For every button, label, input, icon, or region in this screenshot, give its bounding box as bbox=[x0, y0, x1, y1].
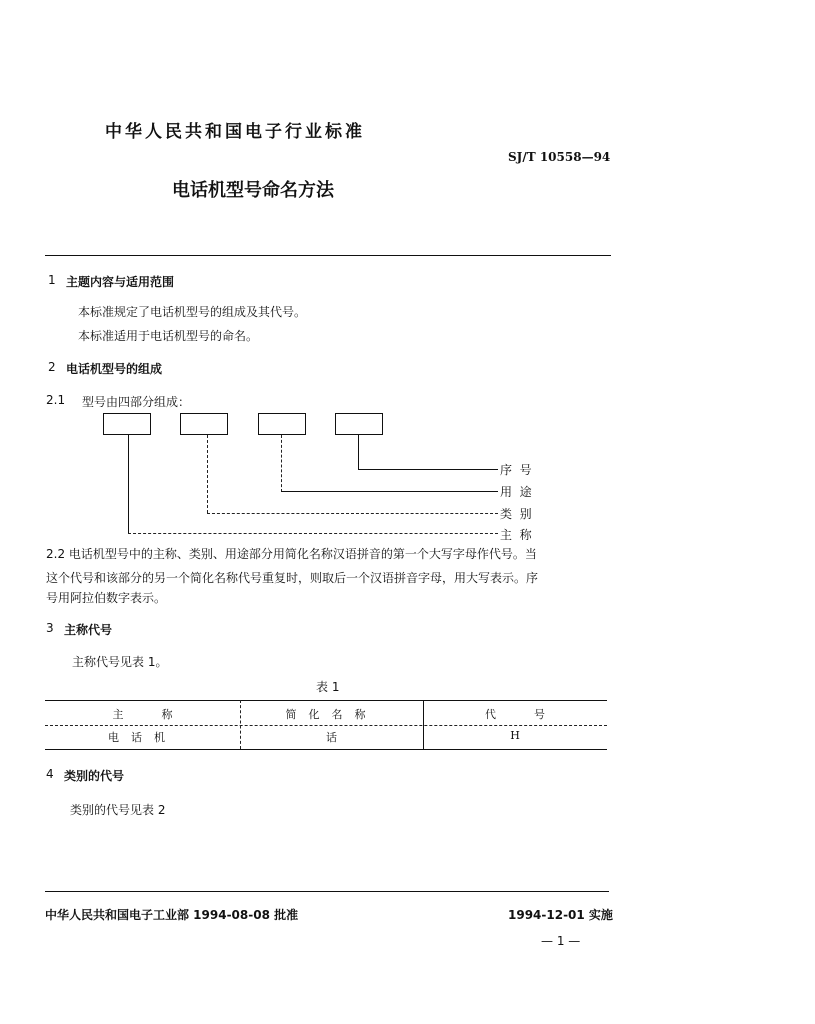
box-serial bbox=[335, 413, 383, 435]
table-row-1-short-name: 话 bbox=[326, 731, 337, 744]
connector-usage-h bbox=[281, 491, 498, 492]
connector-main-h bbox=[128, 533, 498, 534]
section-2-2-line-2: 这个代号和该部分的另一个简化名称代号重复时，则取后一个汉语拼音字母，用大写表示。序 bbox=[46, 571, 539, 585]
box-category bbox=[180, 413, 228, 435]
section-4-number: 4 bbox=[46, 767, 54, 781]
connector-category-h bbox=[207, 513, 498, 514]
section-4-text: 类别的代号见表 2 bbox=[70, 803, 166, 817]
page-number: — 1 — bbox=[541, 934, 581, 948]
table-row-1-main-name: 电话机 bbox=[108, 731, 177, 744]
document-title: 电话机型号命名方法 bbox=[172, 180, 334, 201]
connector-category-v bbox=[207, 435, 208, 513]
box-main-name bbox=[103, 413, 151, 435]
standard-code: SJ/T 10558—94 bbox=[508, 150, 611, 164]
table-1-caption: 表 1 bbox=[316, 680, 340, 694]
footer-divider bbox=[45, 891, 609, 892]
section-4-heading: 类别的代号 bbox=[64, 769, 125, 783]
label-main-name: 主 称 bbox=[500, 528, 532, 542]
header-divider bbox=[45, 255, 611, 256]
section-3-text: 主称代号见表 1。 bbox=[72, 655, 168, 669]
section-3-heading: 主称代号 bbox=[64, 623, 113, 637]
section-1-paragraph-1: 本标准规定了电话机型号的组成及其代号。 bbox=[78, 305, 307, 319]
table-top-rule bbox=[45, 700, 607, 701]
table-bottom-rule bbox=[45, 749, 607, 750]
section-2-number: 2 bbox=[48, 360, 56, 374]
connector-serial-h bbox=[358, 469, 498, 470]
section-2-1-number: 2.1 bbox=[46, 393, 66, 407]
section-3-number: 3 bbox=[46, 621, 54, 635]
section-2-2-line-3: 号用阿拉伯数字表示。 bbox=[46, 591, 167, 605]
table-header-rule bbox=[45, 725, 607, 726]
box-usage bbox=[258, 413, 306, 435]
connector-usage-v bbox=[281, 435, 282, 492]
connector-serial-v bbox=[358, 435, 359, 469]
standard-org-title: 中华人民共和国电子行业标准 bbox=[105, 122, 365, 142]
label-serial: 序 号 bbox=[500, 463, 532, 477]
table-header-code: 代号 bbox=[485, 708, 583, 721]
label-category: 类 别 bbox=[500, 507, 532, 521]
table-row-1-code: H bbox=[510, 729, 520, 742]
section-2-heading: 电话机型号的组成 bbox=[66, 362, 163, 376]
section-2-2-line-1: 2.2 电话机型号中的主称、类别、用途部分用简化名称汉语拼音的第一个大写字母作代号。当 bbox=[46, 547, 537, 561]
section-1-paragraph-2: 本标准适用于电话机型号的命名。 bbox=[78, 329, 259, 343]
section-2-1-text: 型号由四部分组成： bbox=[82, 395, 191, 409]
table-header-short-name: 简化名称 bbox=[285, 708, 378, 721]
label-usage: 用 途 bbox=[500, 485, 532, 499]
connector-main-v bbox=[128, 435, 129, 533]
section-1-number: 1 bbox=[48, 273, 56, 287]
approval-line: 中华人民共和国电子工业部 1994-08-08 批准 bbox=[45, 908, 299, 922]
section-1-heading: 主题内容与适用范围 bbox=[66, 275, 175, 289]
table-header-main-name: 主称 bbox=[112, 708, 211, 721]
effective-date: 1994-12-01 实施 bbox=[508, 908, 613, 922]
